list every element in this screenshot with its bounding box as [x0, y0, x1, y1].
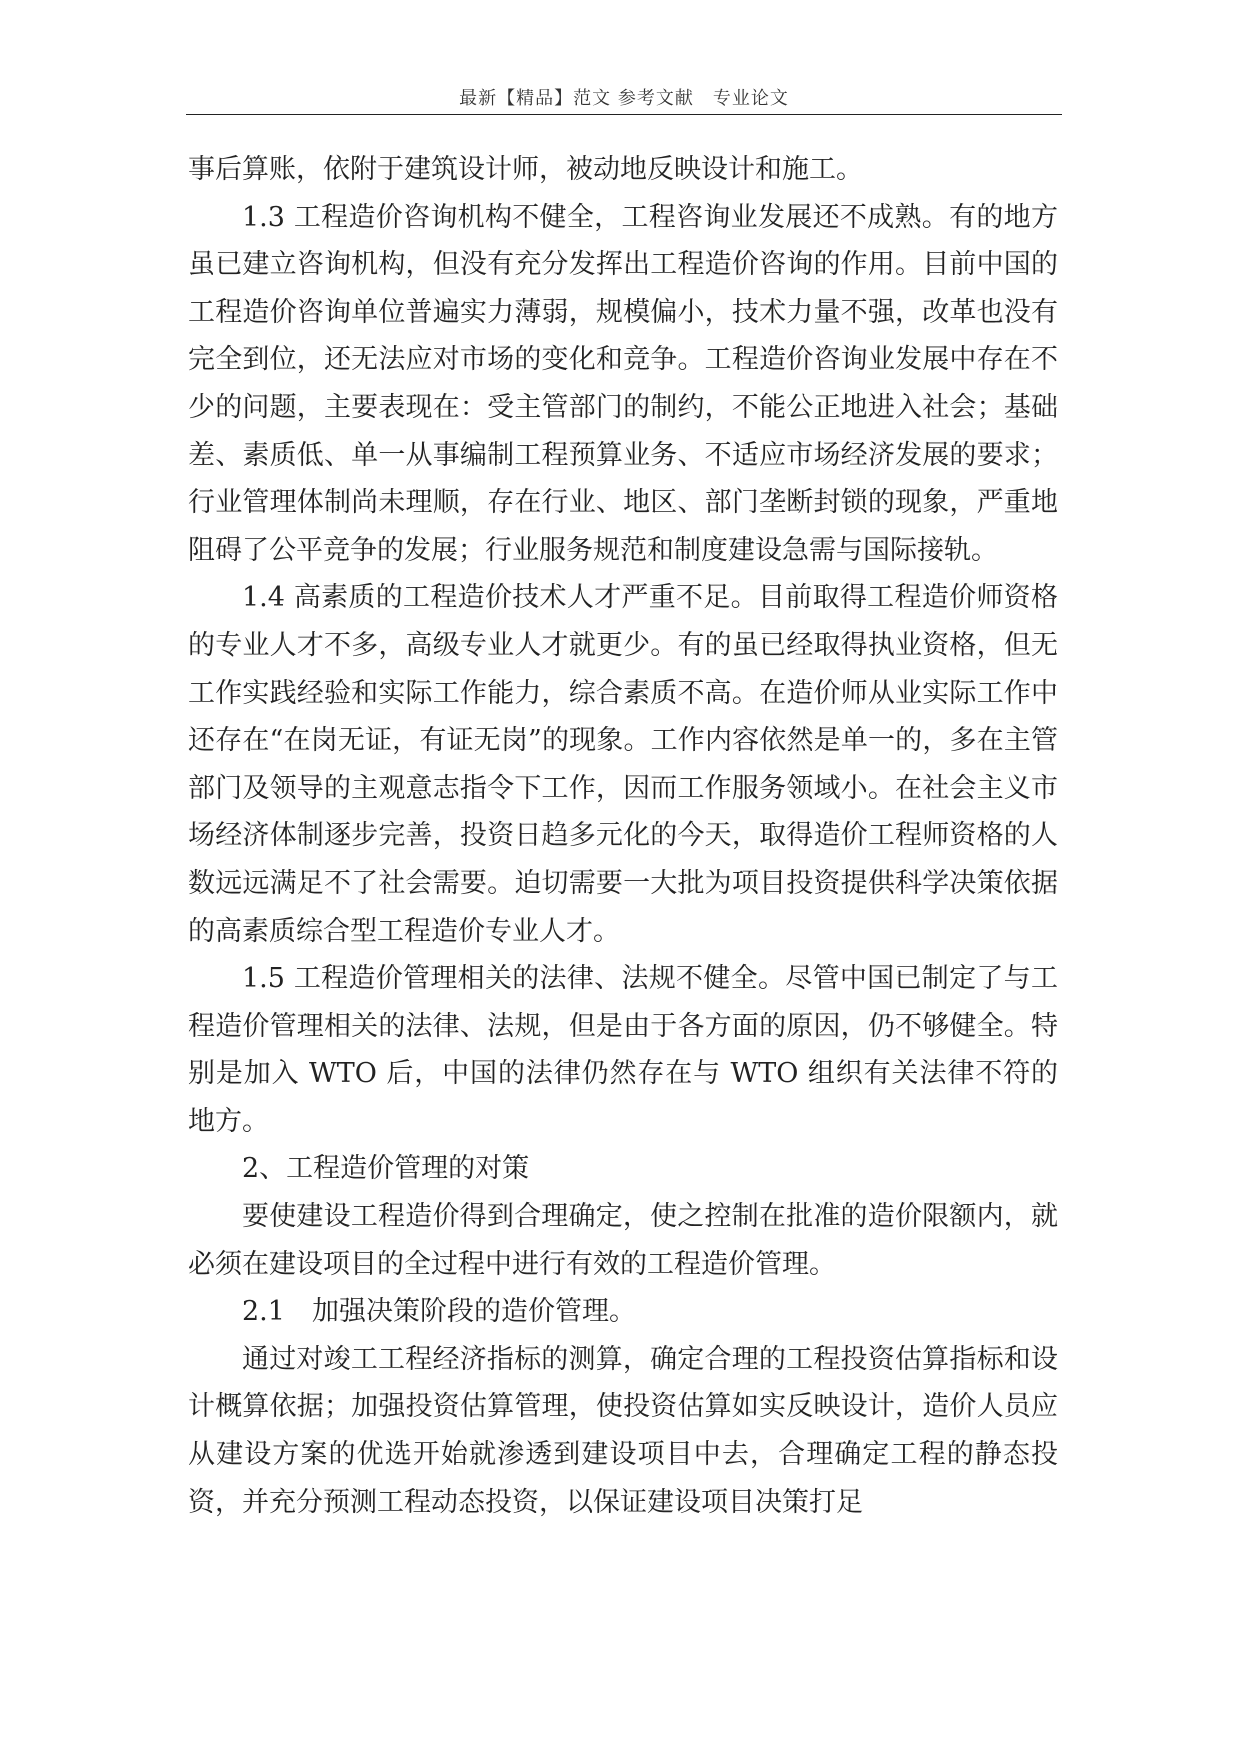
document-body — [188, 146, 1058, 1526]
section-heading-2: 2、工程造价管理的对策 — [242, 1153, 530, 1185]
paragraph-section-1-3: 1.3 工程造价咨询机构不健全，工程咨询业发展还不成熟。有的地方虽已建立咨询机构，但没有充分发挥出工程造价咨询的作用。目前中国的工程造价咨询单位普遍实力薄弱，规模偏小，技术力量不强，改革也没有完全到位，还无法应对市场的变化和竞争。工程造价咨询业发展中存在不少的问题，主要表现在：受主管部门的制约，不能公正地进入社会；基础差、素质低、单一从事编制工程预算业务、不适应市场经济发展的要求；行业管理体制尚未理顺，存在行业、地区、部门垄断封锁的现象，严重地阻碍了公平竞争的发展；行业服务规范和制度建设急需与国际接轨。 — [188, 201, 1058, 566]
paragraph-section-2-intro: 要使建设工程造价得到合理确定，使之控制在批准的造价限额内，就必须在建设项目的全过程中进行有效的工程造价管理。 — [188, 1201, 1058, 1280]
page-header: 最新【精品】范文 参考文献 专业论文 — [459, 88, 789, 109]
paragraph-section-2-1: 通过对竣工工程经济指标的测算，确定合理的工程投资估算指标和设计概算依据；加强投资估算管理，使投资估算如实反映设计，造价人员应从建设方案的优选开始就渗透到建设项目中去，合理确定工程的静态投资，并充分预测工程动态投资，以保证建设项目决策打足 — [188, 1343, 1058, 1518]
paragraph-continuation: 事后算账，依附于建筑设计师，被动地反映设计和施工。 — [188, 154, 863, 185]
header-divider — [186, 114, 1062, 115]
subsection-heading-2-1: 2.1 加强决策阶段的造价管理。 — [242, 1296, 636, 1328]
paragraph-section-1-5: 1.5 工程造价管理相关的法律、法规不健全。尽管中国已制定了与工程造价管理相关的法律、法规，但是由于各方面的原因，仍不够健全。特别是加入 WTO 后，中国的法律仍然存在与 WTO 组织有关法律不符的地方。 — [188, 963, 1058, 1137]
paragraph-section-1-4: 1.4 高素质的工程造价技术人才严重不足。目前取得工程造价师资格的专业人才不多，高级专业人才就更少。有的虽已经取得执业资格，但无工作实践经验和实际工作能力，综合素质不高。在造价师从业实际工作中还存在“在岗无证，有证无岗”的现象。工作内容依然是单一的，多在主管部门及领导的主观意志指令下工作，因而工作服务领域小。在社会主义市场经济体制逐步完善，投资日趋多元化的今天，取得造价工程师资格的人数远远满足不了社会需要。迫切需要一大批为项目投资提供科学决策依据的高素质综合型工程造价专业人才。 — [188, 582, 1058, 947]
